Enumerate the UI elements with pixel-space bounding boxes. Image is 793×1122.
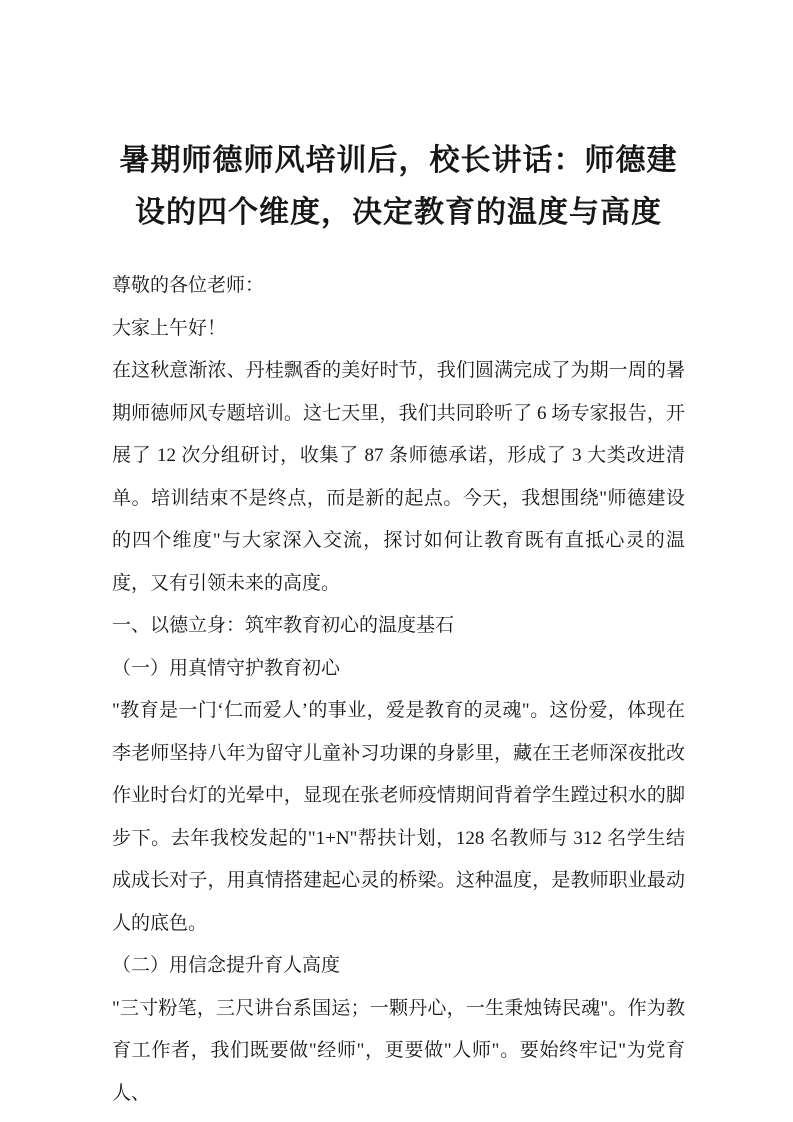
document-body xyxy=(112,265,685,1115)
sub-heading-1-1: （一）用真情守护教育初心 xyxy=(112,657,341,679)
paragraph-1-2: "三寸粉笔，三尺讲台系国运；一颗丹心，一生秉烛铸民魂"。作为教育工作者，我们既要做"经师"，更要做"人师"。要始终牢记"为党育人、 xyxy=(112,997,685,1104)
paragraph-1-1: "教育是一门‘仁而爱人’的事业，爱是教育的灵魂"。这份爱，体现在李老师坚持八年为留守儿童补习功课的身影里，藏在王老师深夜批改作业时台灯的光晕中，显现在张老师疫情期间背着学生蹚过积水的脚步下。去年我校发起的"1+N"帮扶计划，128 名教师与 312 名学生结成成长对子，用真情搭建起心灵的桥梁。这种温度，是教师职业最动人的底色。 xyxy=(112,700,685,934)
salutation-line: 尊敬的各位老师： xyxy=(112,275,265,297)
greeting-line: 大家上午好！ xyxy=(112,317,227,339)
section-heading-1: 一、以德立身：筑牢教育初心的温度基石 xyxy=(112,615,455,637)
document-title: 暑期师德师风培训后，校长讲话：师德建设的四个维度，决定教育的温度与高度 xyxy=(119,144,678,230)
intro-paragraph: 在这秋意渐浓、丹桂飘香的美好时节，我们圆满完成了为期一周的暑期师德师风专题培训。这七天里，我们共同聆听了 6 场专家报告，开展了 12 次分组研讨，收集了 87 条师德承诺，形成了 3 大类改进清单。培训结束不是终点，而是新的起点。今天，我想围绕"师德建设的四个维度"与大家深入交流，探讨如何让教育既有直抵心灵的温度，又有引领未来的高度。 xyxy=(112,360,685,594)
sub-heading-1-2: （二）用信念提升育人高度 xyxy=(112,955,341,977)
